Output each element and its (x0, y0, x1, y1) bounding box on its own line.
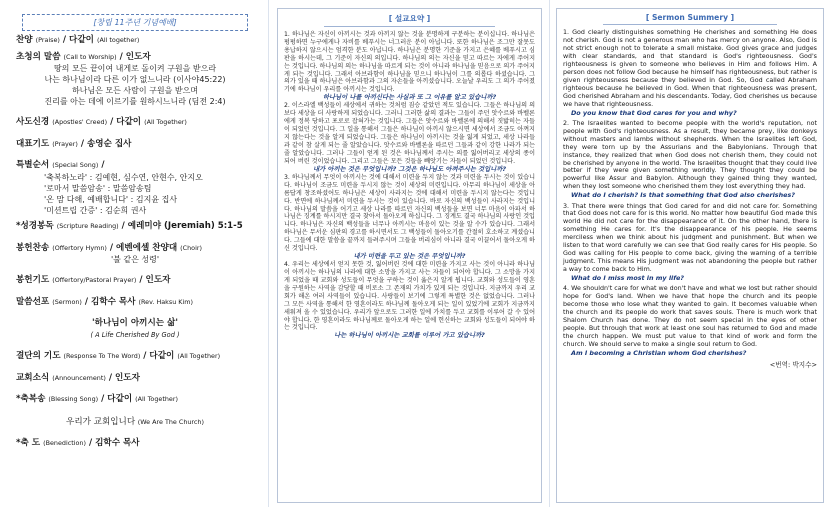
english-question-2: What do I cherish? Is that something that God also cherishes? (571, 191, 795, 200)
english-summary-panel (556, 8, 824, 503)
worship-title: [창립 11주년 기념예배] (22, 14, 248, 31)
blessing-song: 우리가 교회입니다 (We Are The Church) (66, 416, 204, 427)
scripture-item: *성경봉독 (Scripture Reading) / 예레미야 (Jeremiah) 5:1-5 (16, 220, 243, 231)
english-paragraph-2: 2. The Israelites wanted to become people with the world's reputation, not people with God's righteousness. As a result, they became prey, like donkeys without masters and lambs without shepherds. When the Israelites left God, they were torn up by the Assurians and the Babylonians. Through that instance, they realized that when God does not cherish them, they could not be cherished by anyone in the world. The Israelites thought that they could live better if they were given something worldly. They thought they could be powerful like Assur and Babylon. Although they gained thing they wanted, when they lost someone who cherished them they lost everything they had. (563, 119, 817, 191)
sermon-title: '하나님이 아끼시는 삶' (92, 318, 178, 329)
korean-paragraph-1: 1. 하나님은 자신이 아끼시는 것과 아끼지 않는 것을 분명하게 구분하는 분이십니다. 하나님은 펑펑하면 누구에게나 자비를 베푸시는 너그러운 분이 아닙니다. 또한 하나님은 조그만 잘못도 용납하지 않으시는 엄격한 분도 아닙니다. 하나님은 분명한 기준을 가지고 은혜를 베푸시고 심판을 하시는데, 그 기준이 자신의 의입니다. 하나님의 의는 자신을 믿고 따르는 자에게 주어지는 것입니다. 하나님의 의는 하나님을 따르게 되는 것이 아니라 하나님을 믿음으로 의가 주어지게 되는 것입니다. 그래서 아브라함이 하나님을 믿으니 하나님이 그를 의롭다 하셨습니다. 그 의가 있을 때 하나님은 아브라함과 그의 자손들을 아끼셨습니다. 오늘날 우리도 그 의가 주어졌기에 하나님이 우리를 아끼시는 것입니다. (284, 31, 535, 94)
english-paragraph-1: 1. God clearly distinguishes something He cherishes and something He does not cherish. God is not a generous man who has mercy on anyone. Also, God is not strict enough not to tolerate a small mistake. God gives grace and judges with clear standards, and that standard is God's righteousness. God's righteousness is given to someone who believes in Him and follows Him. A person does not follow God because he himself has righteousness, but rather is given righteousness because they believed in God. So, God called Abraham righteous because he believed in God. When that righteousness was present, God cherished Abraham and his descendants. Today, God cherishes us because we have that righteousness. (563, 29, 817, 108)
call-to-worship-item: 초청의 말씀 (Call to Worship) / 인도자 (16, 51, 151, 62)
offertory-item: 봉헌찬송 (Offertory Hymn) / 에벤에셀 찬양대 (Choir) (16, 242, 202, 253)
special-line: '축복하노라' : 김예현, 심수연, 안현수, 안지오 (44, 172, 203, 182)
korean-question-2: 내가 아끼는 것은 무엇입니까? 그것은 하나님도 아껴주시는 것입니까? (313, 165, 506, 173)
korean-summary-panel (277, 8, 542, 503)
english-question-1: Do you know that God cares for you and why? (571, 108, 737, 117)
order-of-worship-panel (10, 8, 260, 503)
praise-item: 찬양 (Praise) / 다같이 (All together) (16, 35, 140, 45)
sermon-item: 말씀선포 (Sermon) / 김학수 목사 (Rev. Haksu Kim) (16, 296, 193, 307)
prayer-item: 대표기도 (Prayer) / 송영순 집사 (16, 138, 132, 149)
call-line: 하나님은 모든 사람이 구원을 받으며 (71, 86, 199, 96)
creed-item: 사도신경 (Apostles' Creed) / 다같이 (All Together) (16, 117, 187, 128)
column-divider (549, 0, 550, 507)
korean-paragraph-4: 4. 우리는 세상에서 얻지 못한 것, 잃어버린 것에 대한 미련을 가지고 사는 것이 아니라 하나님이 아끼시는 하나님의 나라에 대한 소망을 가지고 사는 자들이 되어야 합니다. 그 소망을 가지게 되었을 때 교회와 성도들이 무엇을 구하는 것이 옳은지 알게 됩니다. 교회와 성도들이 영혼을 구원하는 사역을 감당할 때 비로소 그 존재의 가치가 있게 되는 것입니다. 지금까지 우리 교회가 해온 여러 사역들이 있습니다. 사랑들이 보기에 그렇게 특별한 것은 없었습니다. 그러나 그 모든 사역을 통해서 한 영혼이라도 하나님께 돌아오게 되는 일이 있었기에 교회가 지금까지 세워져 올 수 있었습니다. 우리가 앞으로도 그러한 일에 가치를 두고 교회를 이루어 갈 수 있어야 합니다. 한 영혼이라도 하나님께로 돌아오게 하는 일에 헌신하는 교회와 성도들이 되어야 하는 것입니다. (284, 261, 535, 332)
blessing-item: *축복송 (Blessing Song) / 다같이 (All Together) (16, 394, 178, 405)
english-summary-title: [ Sermon Summery ] (603, 13, 777, 25)
call-line: 나는 하나님이라 다른 이가 없느니라 (이사야45:22) (44, 75, 226, 85)
korean-question-4: 나는 하나님이 아끼시는 교회를 이루어 가고 있습니까? (334, 332, 485, 340)
offertory-song: '불 같은 성령' (110, 255, 160, 265)
column-divider (268, 0, 269, 507)
offertory-prayer-item: 봉헌기도 (Offertory/Pastoral Prayer) / 인도자 (16, 275, 171, 286)
translator-credit: <번역: 박지수> (769, 361, 817, 370)
english-paragraph-3: 3. That there were things that God cared for and did not care for. Something that God does not care for is this world. No matter how beautiful God made this world He did not care for the disappearance of it. On the other hand, there is something He cares for. It's the disappearance of his people. He seems merciless when we think about his judgment and punishment. But when we listen to that word carefully we can see that God really cares for His people. So God was calling for His people to come back, giving the warning of a terrible judgment. This means His judgment was not abandoning the people but rather a way to come back to Him. (563, 202, 817, 274)
english-paragraph-4: 4. We shouldn't care for what we don't have and what we lost but rather should hope for God's land. When we have that hope the church and its people become those who lose what they wanted to gain. It becomes valuable when the church and its people do work that saves souls. There is much work that Shalom Church has done. They do not seem special in the eyes of other people. But through that work at least one soul has returned to God and made the church happen. We must put value to that kind of work and form the church. We should serve to make a single soul return to God. (563, 285, 817, 348)
special-item: 특별순서 (Special Song) / (16, 160, 105, 171)
special-line: '로마서 말씀암송' : 말씀암송팀 (44, 183, 152, 193)
korean-summary-title: [ 설교요약 ] (324, 13, 495, 27)
korean-paragraph-3: 3. 하나님께서 무엇이 아끼시는 것에 대해서 미련을 두지 않는 것과 미련을 두시는 것이 있습니다. 하나님이 조금도 미련을 두시지 않는 것이 세상의 미련입니다. 아무리 하나님이 세상을 아름답게 창조하셨어도 하나님은 세상이 사라지는 것에 대해서 미련을 두시지 않는다는 것입니다. 반면에 하나님께서 미련을 두시는 것이 있습니다. 바로 자신의 백성들이 사라지는 것입니다. 하나님의 말씀을 어기고 세상 나라를 따르던 자신의 백성들을 보면 너무 마음이 아파서 하나님은 징계를 하시지만 결국 찾아서 돌아오게 하십니다. 그 징계도 결국 하나님의 사랑인 것입니다. 하나님은 자신의 백성들을 너무나 아끼시는 마음이 있는 것을 알 수가 있습니다. 그래서 하나님은 무서운 심판의 경고를 하시면서도 그 백성들이 돌아오기를 간절히 호소하고 계셨습니다. 그들에 대한 말씀을 끝까지 들려주시며 그들을 버리심이 아니라 결국 이끌어서 돌아오게 하신 것입니다. (284, 173, 535, 253)
benediction-item: *축 도 (Benediction) / 김학수 목사 (16, 437, 140, 448)
korean-question-3: 내가 미련을 두고 있는 것은 무엇입니까? (353, 252, 466, 260)
english-question-3: What do I miss most in my life? (571, 274, 685, 283)
call-line: 진리를 아는 데에 이르기를 원하시느니라 (딤전 2:4) (44, 97, 226, 107)
special-line: '미션트립 간증' : 김순희 권사 (44, 205, 147, 215)
announcement-item: 교회소식 (Announcement) / 인도자 (16, 372, 140, 383)
call-line: 땅의 모든 끝이여 내게로 돌이켜 구원을 받으라 (53, 64, 217, 74)
response-item: 결단의 기도 (Response To The Word) / 다같이 (All Together) (16, 350, 221, 361)
sermon-title-en: ( A Life Cherished By God ) (90, 330, 180, 339)
special-line: '온 맘 다해, 예배합니다' : 김지윤 집사 (44, 194, 178, 204)
korean-question-1: 하나님이 나를 아끼신다는 사실과 또 그 이유를 알고 있습니까? (322, 94, 497, 102)
english-question-4: Am I becoming a Christian whom God cherishes? (571, 348, 747, 357)
korean-paragraph-2: 2. 이스라엘 백성들이 세상에서 귀하는 것처럼 짐승 같았던 적도 있습니다. 그들은 하나님의 의보다 세상을 더 사랑하게 되었습니다. 그러니 그러한 삶의 결과는 그들이 주던 앗수르와 바벨론에게 정복 당하고 포로로 잡혀가는 것입니다. 그들은 앗수르와 바벨론에 의해서 짓밟히는 자들이 되었던 것입니다. 그 일을 통해서 그들은 하나님이 아끼시 않으시면 세상에서 조금도 아껴지지 않는다는 것을 알게 되었습니다. 그들은 하나님이 아끼시는 것을 잃게 되었고, 세상 나라들과 같이 참 살게 되는 줄 알았습니다. 앗수르와 바벨론을 따르던 그들과 같이 강한 나라가 되는 줄 알았습니다. 그러나 그들이 얻게 된 것은 하나님께서 주시는 의를 잃어버리고 세상의 종이 되어 버린 것이었습니다. 그리고 그들은 모든 것들을 빼앗기는 자들이 되었던 것입니다. (284, 102, 535, 165)
